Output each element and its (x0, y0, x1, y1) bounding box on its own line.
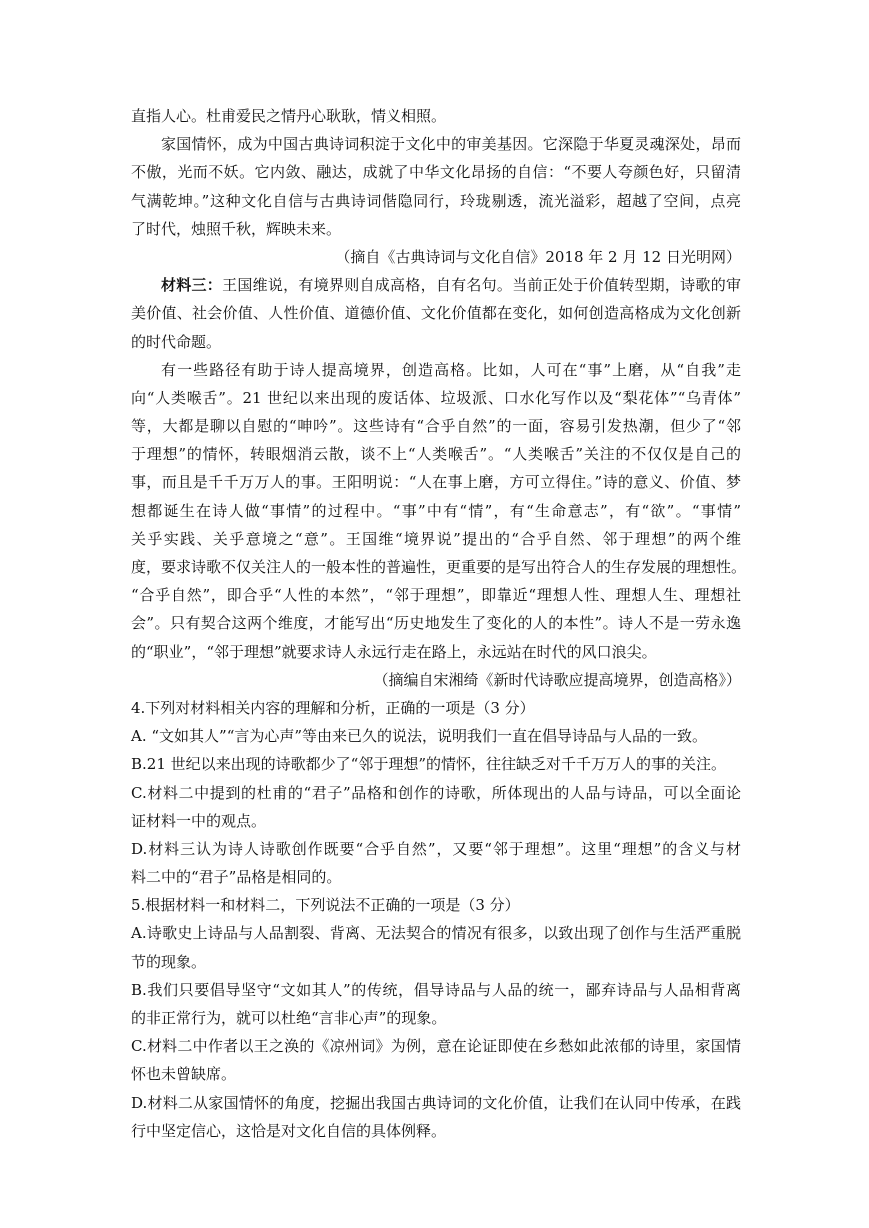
question-4-option-b: B.21 世纪以来出现的诗歌都少了“邻于理想”的情怀，往往缺乏对千千万万人的事的关注。 (131, 755, 726, 774)
paragraph-line: 有一些路径有助于诗人提高境界，创造高格。比如，人可在“事”上磨，从“自我”走 (161, 360, 741, 379)
material-three-heading-line (131, 271, 741, 299)
paragraph-line: 关乎实践、关乎意境之“意”。王国维“境界说”提出的“合乎自然、邻于理想”的两个维 (131, 529, 741, 548)
question-5-option-c-cont: 怀也未曾缺席。 (131, 1065, 237, 1084)
paragraph-line: 气满乾坤。”这种文化自信与古典诗词偕隐同行，玲珑剔透，流光溢彩，超越了空间，点亮 (131, 191, 741, 210)
page-content (131, 102, 747, 1145)
question-5-option-c: C.材料二中作者以王之涣的《凉州词》为例，意在论证即使在乡愁如此浓郁的诗里，家国情 (131, 1037, 741, 1056)
paragraph-line: 了时代，烛照千秋，辉映未来。 (131, 219, 342, 238)
question-4-stem: 4.下列对材料相关内容的理解和分析，正确的一项是（3 分） (131, 698, 535, 717)
paragraph-line: 会”。只有契合这两个维度，才能写出“历史地发生了变化的人的本性”。诗人不是一劳永逸 (131, 614, 741, 633)
paragraph-line: 家国情怀，成为中国古典诗词积淀于文化中的审美基因。它深隐于华夏灵魂深处，昂而 (161, 135, 741, 154)
paragraph-line: “合乎自然”，即合乎“人性的本然”，“邻于理想”，即靠近“理想人性、理想人生、理想社 (131, 586, 741, 605)
paragraph-line: 美价值、社会价值、人性价值、道德价值、文化价值都在变化，如何创造高格成为文化创新 (131, 304, 741, 323)
paragraph-text: 王国维说，有境界则自成高格，自有名句。当前正处于价值转型期，诗歌的审 (222, 276, 741, 295)
paragraph-line: 度，要求诗歌不仅关注人的一般本性的普遍性，更重要的是写出符合人的生存发展的理想性。 (131, 558, 747, 576)
paragraph-line: 等，大都是聊以自慰的“呻吟”。这些诗有“合乎自然”的一面，容易引发热潮，但少了“邻 (131, 417, 741, 436)
source-citation: （摘编自宋湘绮《新时代诗歌应提高境界，创造高格》） (373, 670, 741, 689)
paragraph-line: 想都诞生在诗人做“事情”的过程中。“事”中有“情”，有“生命意志”，有“欲”。“事情” (131, 501, 741, 520)
paragraph-line: 的时代命题。 (131, 332, 222, 351)
question-5-option-a: A.诗歌史上诗品与人品割裂、背离、无法契合的情况有很多，以致出现了创作与生活严重脱 (131, 924, 741, 943)
question-5-option-b-cont: 的非正常行为，就可以杜绝“言非心声”的现象。 (131, 1009, 447, 1027)
paragraph-line: 向“人类喉舌”。21 世纪以来出现的废话体、垃圾派、口水化写作以及“梨花体”“乌青体” (131, 388, 741, 407)
paragraph-line: 事，而且是千千万万人的事。王阳明说：“人在事上磨，方可立得住。”诗的意义、价值、梦 (131, 473, 741, 492)
paragraph-line: 直指人心。杜甫爱民之情丹心耿耿，情义相照。 (131, 107, 447, 125)
paragraph-line: 的“职业”，“邻于理想”就要求诗人永远行走在路上，永远站在时代的风口浪尖。 (131, 642, 657, 661)
question-4-option-a: A. “文如其人”“言为心声”等由来已久的说法，说明我们一直在倡导诗品与人品的一致。 (131, 727, 708, 746)
paragraph-line: 于理想”的情怀，转眼烟消云散，谈不上“人类喉舌”。“人类喉舌”关注的不仅仅是自己的 (131, 445, 741, 464)
question-4-option-d-cont: 料二中的“君子”品格是相同的。 (131, 868, 342, 887)
question-5-option-d: D.材料二从家国情怀的角度，挖掘出我国古典诗词的文化价值，让我们在认同中传承，在践 (131, 1093, 741, 1112)
question-4-option-d: D.材料三认为诗人诗歌创作既要“合乎自然”，又要“邻于理想”。这里“理想”的含义与材 (131, 839, 741, 858)
source-citation: （摘自《古典诗词与文化自信》2018 年 2 月 12 日光明网） (335, 247, 741, 266)
question-4-option-c-cont: 证材料一中的观点。 (131, 811, 267, 830)
question-5-option-a-cont: 节的现象。 (131, 952, 207, 971)
paragraph-line: 不傲，光而不妖。它内敛、融达，成就了中华文化昂扬的自信：“不要人夸颜色好，只留清 (131, 163, 741, 182)
material-label: 材料三： (161, 276, 223, 295)
question-5-stem: 5.根据材料一和材料二，下列说法不正确的一项是（3 分） (131, 896, 520, 915)
question-4-option-c: C.材料二中提到的杜甫的“君子”品格和创作的诗歌，所体现出的人品与诗品，可以全面论 (131, 783, 741, 802)
question-5-option-d-cont: 行中坚定信心，这恰是对文化自信的具体例释。 (131, 1121, 447, 1140)
question-5-option-b: B.我们只要倡导坚守“文如其人”的传统，倡导诗品与人品的统一，鄙弃诗品与人品相背离 (131, 980, 741, 999)
